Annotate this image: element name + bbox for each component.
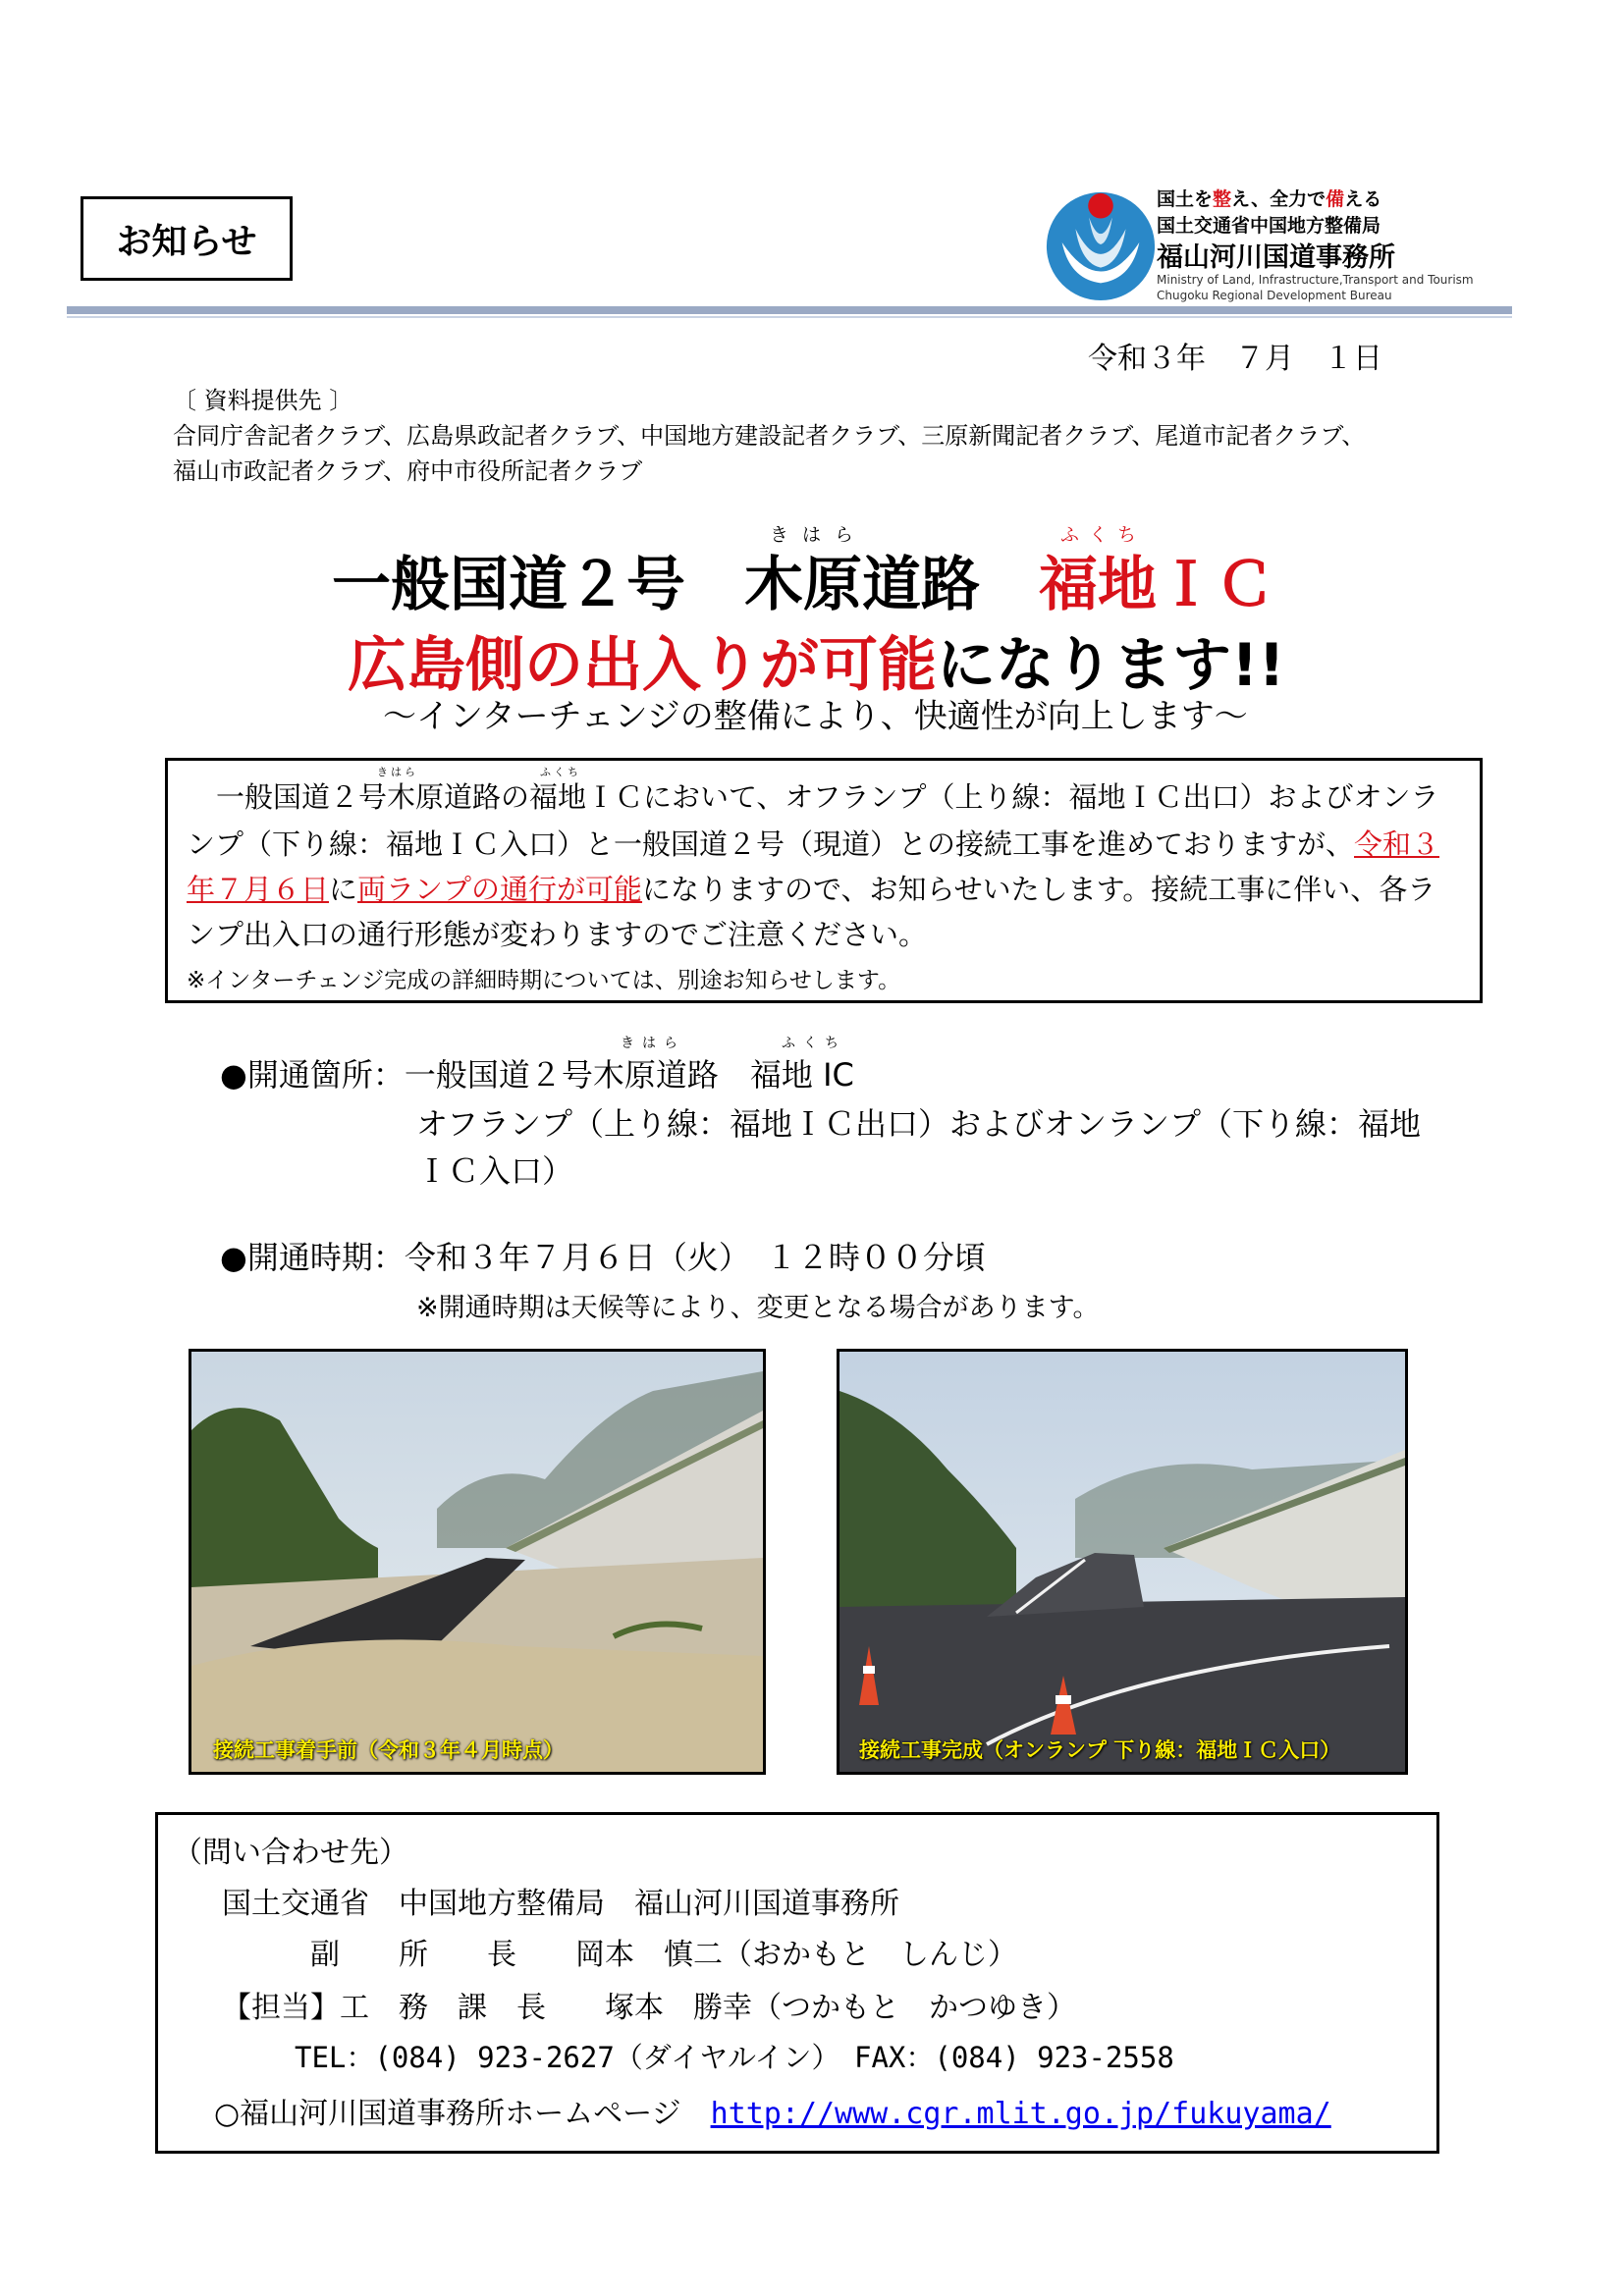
photo-before-construction: [189, 1349, 766, 1775]
contact-phone-fax: TEL：(084) 923-2627（ダイヤルイン） FAX：(084) 923-2558: [295, 2041, 1174, 2074]
contact-vice-director: 副 所 長 岡本 慎二（おかもと しんじ）: [222, 1938, 1017, 1972]
road-photo-after-image: [839, 1352, 1405, 1772]
summary-line-3: 年７月６日に両ランプの通行が可能になりますので、お知らせいたします。接続工事に伴い、各ラ: [187, 873, 1436, 906]
homepage-link[interactable]: http://www.cgr.mlit.go.jp/fukuyama/: [710, 2097, 1331, 2131]
road-photo-before-image: [191, 1352, 763, 1772]
summary-line-2: ンプ（下り線：福地ＩＣ入口）と一般国道２号（現道）との接続工事を進めておりますが、令和３: [187, 828, 1440, 861]
contact-label: （問い合わせ先）: [173, 1836, 408, 1870]
details-ruby-fukuchi: ふくち: [782, 1036, 846, 1051]
logo-english-2: Chugoku Regional Development Bureau: [1157, 289, 1392, 302]
subtitle: ～インターチェンジの整備により、快適性が向上します～: [383, 697, 1248, 736]
mlit-emblem-icon: [1043, 187, 1159, 302]
contact-homepage: [214, 2089, 1331, 2132]
logo-office: 福山河川国道事務所: [1157, 242, 1395, 273]
issue-date: 令和３年 ７月 １日: [1088, 342, 1382, 376]
opening-time-note: ※開通時期は天候等により、変更となる場合があります。: [416, 1293, 1100, 1323]
notice-badge: お知らせ: [81, 196, 293, 281]
title-ruby-kihara: きはら: [770, 524, 868, 546]
header-divider: [67, 306, 1512, 314]
opening-place-detail-2: ＩＣ入口）: [416, 1152, 574, 1190]
title-line-2: 広島側の出入りが可能になります!!: [348, 631, 1285, 700]
photo-caption-before: 接続工事着手前（令和３年４月時点）: [213, 1738, 564, 1762]
details-ruby-kihara: きはら: [621, 1036, 685, 1051]
contact-person-in-charge: 【担当】工 務 課 長 塚本 勝幸（つかもと かつゆき）: [222, 1991, 1076, 2025]
title-line-1: 一般国道２号 木原道路 福地ＩＣ: [332, 551, 1274, 619]
distribution-line-1: 合同庁舎記者クラブ、広島県政記者クラブ、中国地方建設記者クラブ、三原新聞記者クラブ、尾道市記者クラブ、: [173, 422, 1366, 450]
opening-place-detail-1: オフランプ（上り線：福地ＩＣ出口）およびオンランプ（下り線：福地: [416, 1105, 1422, 1143]
title-ruby-fukuchi: ふくち: [1060, 524, 1147, 546]
distribution-label: 〔 資料提供先 〕: [173, 387, 353, 414]
mlit-logo: [1043, 183, 1492, 306]
photo-caption-after: 接続工事完成（オンランプ 下り線：福地ＩＣ入口）: [859, 1738, 1341, 1762]
opening-time: ●開通時期：令和３年７月６日（火） １２時００分頃: [220, 1239, 986, 1276]
photo-after-construction: [837, 1349, 1408, 1775]
contact-organization: 国土交通省 中国地方整備局 福山河川国道事務所: [222, 1887, 899, 1921]
distribution-line-2: 福山市政記者クラブ、府中市役所記者クラブ: [173, 457, 643, 485]
logo-tagline: 国土を整え、全力で備える: [1157, 188, 1382, 210]
summary-ruby-fukuchi: ふくち: [540, 766, 581, 778]
summary-note: ※インターチェンジ完成の詳細時期については、別途お知らせします。: [187, 968, 901, 993]
summary-ruby-kihara: きはら: [377, 766, 418, 778]
logo-bureau: 国土交通省中国地方整備局: [1157, 215, 1381, 237]
logo-english-1: Ministry of Land, Infrastructure,Transport and Tourism: [1157, 273, 1474, 287]
summary-line-4: ンプ出入口の通行形態が変わりますのでご注意ください。: [187, 918, 928, 951]
summary-line-1: 一般国道２号木原道路の福地ＩＣにおいて、オフランプ（上り線：福地ＩＣ出口）およびオンラ: [216, 780, 1439, 814]
header-divider-thin: [67, 316, 1512, 318]
homepage-label: ○福山河川国道事務所ホームページ: [214, 2097, 711, 2131]
opening-place: ●開通箇所：一般国道２号木原道路 福地 IC: [220, 1056, 854, 1094]
